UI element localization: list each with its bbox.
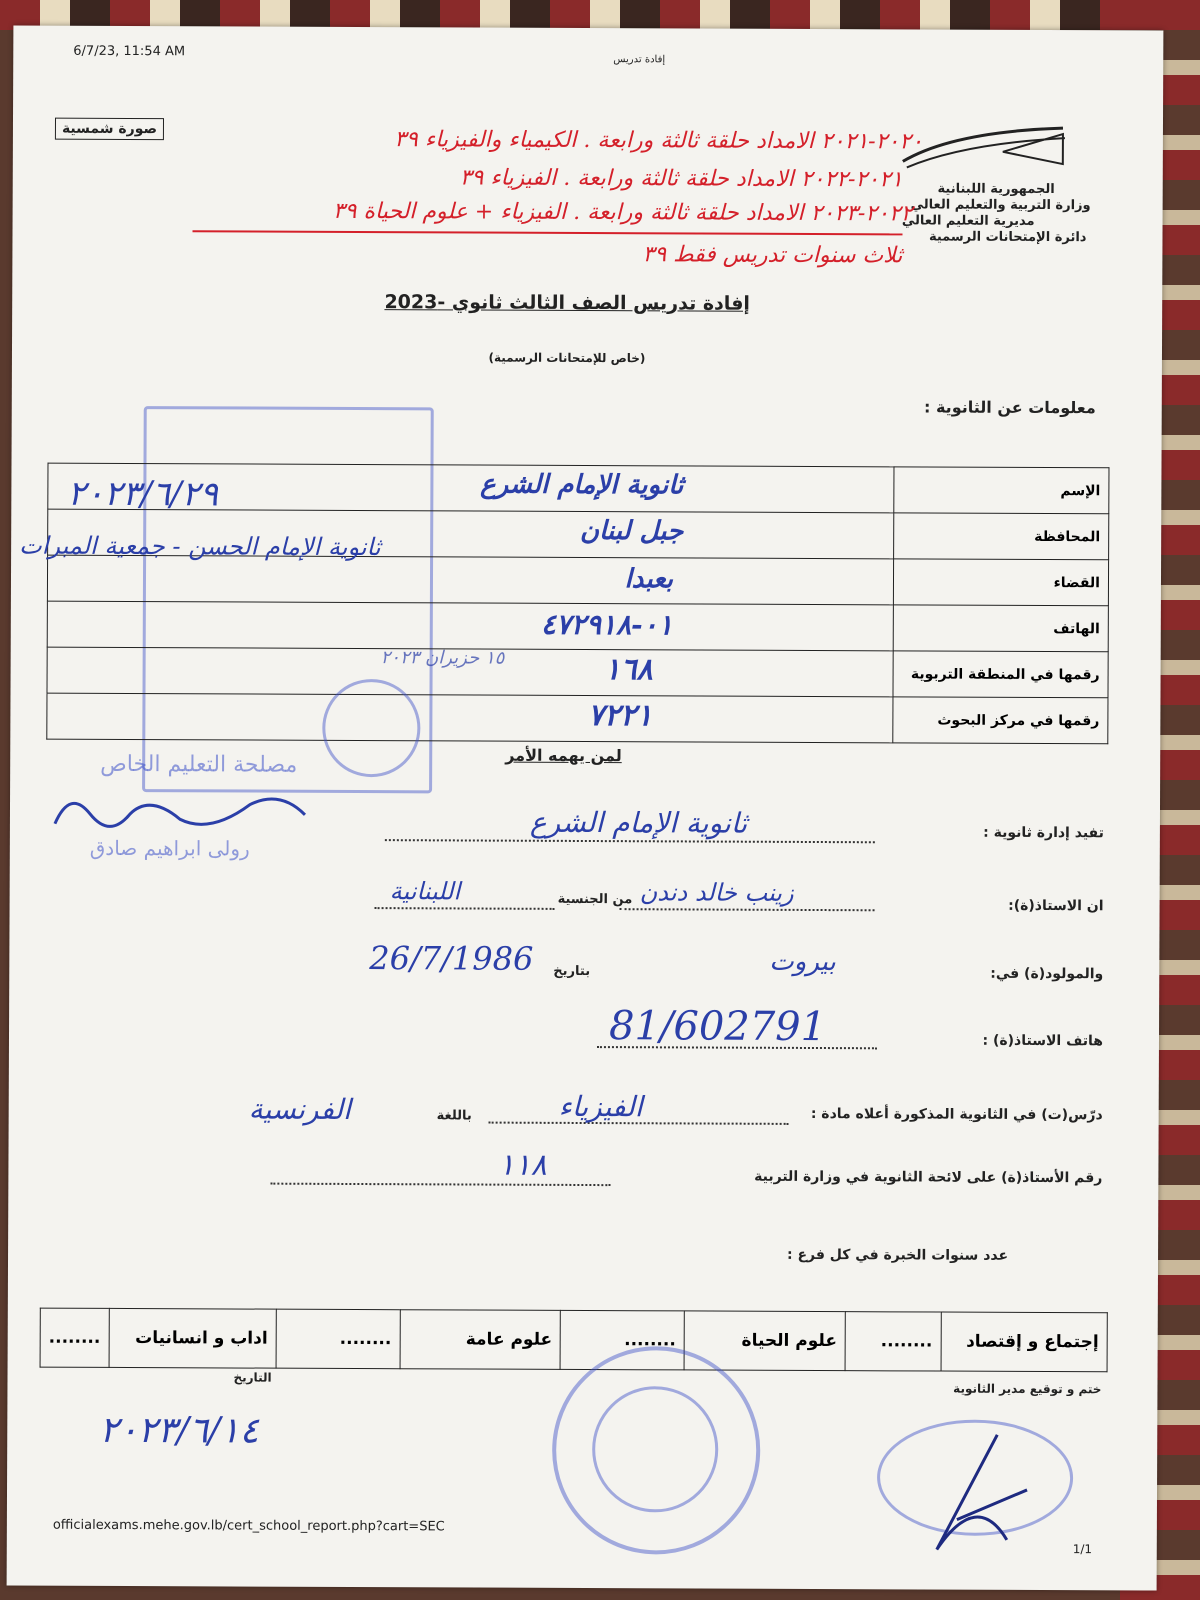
school-field-line [385, 839, 875, 843]
subject-taught-label: درّس(ت) في الثانوية المذكورة أعلاه مادة : [810, 1105, 1103, 1124]
to-whom-it-may-concern: لمن يهمه الأمر [505, 745, 622, 766]
red-note-3: ٢٠٢٢-٢٠٢٣ الامداد حلقة ثالثة ورابعة . الفيزياء + علوم الحياة ٣٩ [332, 198, 913, 227]
red-note-4: ثلاث سنوات تدريس فقط ٣٩ [642, 242, 903, 269]
teacher-number-value: ١١٨ [498, 1147, 547, 1183]
document-page [7, 25, 1164, 1590]
born-label: والمولود(ة) في: [990, 965, 1104, 983]
stamp-school-handwriting: ثانوية الإمام الحسن - جمعية المبرات [19, 531, 381, 562]
birth-date-value: 26/7/1986 [369, 939, 534, 978]
principal-sign-label: ختم و توقيع مدير الثانوية [953, 1381, 1102, 1397]
table-row [47, 601, 1108, 652]
school-field-label: تفيد إدارة ثانوية : [983, 824, 1104, 842]
row-label: الإسم [894, 467, 1109, 514]
row-value [47, 555, 893, 605]
table-row [47, 555, 1108, 606]
ministry-name: وزارة التربية والتعليم العالي [910, 197, 1091, 214]
teacher-number-line [270, 1183, 610, 1186]
years-cell [276, 1309, 400, 1369]
school-field-value: ثانوية الإمام الشرع [529, 805, 748, 840]
nationality-label: من الجنسية [557, 891, 633, 908]
teacher-field-label: ان الاستاذ(ة): [1008, 897, 1104, 915]
teacher-phone-label: هاتف الاستاذ(ة) : [982, 1032, 1104, 1050]
years-cell [845, 1312, 941, 1371]
principal-signature-icon [917, 1429, 1038, 1564]
stamp-number-handwriting: ٢٠٢٣/٦/٢٩ [67, 473, 219, 515]
row-value [47, 693, 893, 743]
nationality-line [375, 907, 555, 910]
row-label: القضاء [893, 559, 1108, 606]
row-value-text: بعبدا [624, 564, 674, 595]
branch-label: علوم الحياة [741, 1330, 838, 1352]
print-timestamp: 6/7/23, 11:54 AM [73, 43, 186, 60]
page-number: 1/1 [1072, 1542, 1093, 1557]
row-value-text: ٧٢٢١ [587, 698, 653, 734]
branch-cell [941, 1312, 1108, 1372]
branch-label: إجتماع و إقتصاد [966, 1331, 1099, 1353]
row-value-text: ثانوية الإمام الشرع [480, 469, 684, 501]
red-note-2: ٢٠٢١-٢٠٢٢ الامداد حلقة ثالثة ورابعة . الفيزياء ٣٩ [459, 165, 903, 193]
branch-label: علوم عامة [465, 1329, 553, 1350]
red-note-1: ٢٠٢٠-٢٠٢١ الامداد حلقة ثالثة ورابعة . الكيمياء والفيزياء ٣٩ [394, 127, 923, 155]
years-value: ........ [880, 1331, 933, 1352]
date-value-handwritten: ٢٠٢٣/٦/١٤ [99, 1409, 259, 1452]
signer-name: رولى ابراهيم صادق [89, 835, 250, 861]
born-value: بيروت [769, 946, 836, 978]
footer-url: officialexams.mehe.gov.lb/cert_school_report.php?cart=SEC [52, 1517, 445, 1535]
row-value-text: ٠١-٤٧٢٩١٨ [540, 607, 673, 642]
teacher-phone-value: 81/602791 [608, 1003, 827, 1051]
row-value [47, 601, 893, 651]
red-underline [193, 230, 903, 235]
experience-table [40, 1308, 1108, 1373]
print-title: إفادة تدريس [613, 54, 666, 66]
language-label: باللغة [436, 1108, 472, 1124]
office-stamp-text: مصلحة التعليم الخاص [100, 751, 298, 778]
row-label: رقمها في المنطقة التربوية [893, 651, 1108, 698]
photo-label-text: صورة شمسية [61, 120, 158, 138]
republic-name: الجمهورية اللبنانية [937, 181, 1055, 198]
photo-label [55, 118, 164, 140]
subject-value: الفيزياء [558, 1089, 643, 1124]
row-value-text: جبل لبنان [579, 515, 684, 547]
table-row [47, 647, 1108, 698]
school-info-heading: معلومات عن الثانوية : [923, 397, 1096, 418]
birth-date-label: بتاريخ [553, 963, 591, 980]
department-name: دائرة الإمتحانات الرسمية [928, 229, 1087, 246]
years-value: ........ [624, 1330, 676, 1351]
page-subtitle: (خاص للإمتحانات الرسمية) [488, 350, 646, 366]
round-seal-small [322, 679, 420, 777]
row-label: المحافظة [894, 513, 1109, 560]
date-label: التاريخ [233, 1370, 272, 1385]
row-value-text: ١٦٨ [604, 652, 653, 688]
row-label: رقمها في مركز البحوث [893, 697, 1108, 744]
ministry-seal-inner [592, 1386, 719, 1513]
teacher-field-line [620, 908, 875, 911]
page-title: إفادة تدريس الصف الثالث ثانوي -2023 [384, 291, 750, 315]
branch-cell [109, 1308, 277, 1368]
years-cell [40, 1308, 109, 1367]
teacher-number-label: رقم الأستاذ(ة) على لائحة الثانوية في وزارة التربية [754, 1168, 1103, 1187]
branch-label: اداب و انسانيات [135, 1328, 268, 1349]
nationality-value: اللبنانية [389, 877, 461, 906]
teacher-field-value: زينب خالد دندن [639, 878, 794, 907]
table-row [47, 693, 1108, 744]
experience-heading: عدد سنوات الخبرة في كل فرع : [786, 1246, 1009, 1264]
row-label: الهاتف [893, 605, 1108, 652]
stamp-date-handwriting: ١٥ حزيران ٢٠٢٣ [380, 647, 505, 669]
language-value: الفرنسية [248, 1092, 351, 1126]
years-value: ........ [48, 1327, 101, 1348]
table-row [40, 1308, 1107, 1372]
branch-cell [400, 1310, 561, 1370]
directorate-name: مديرية التعليم العالي [901, 213, 1035, 229]
years-value: ........ [339, 1328, 392, 1350]
